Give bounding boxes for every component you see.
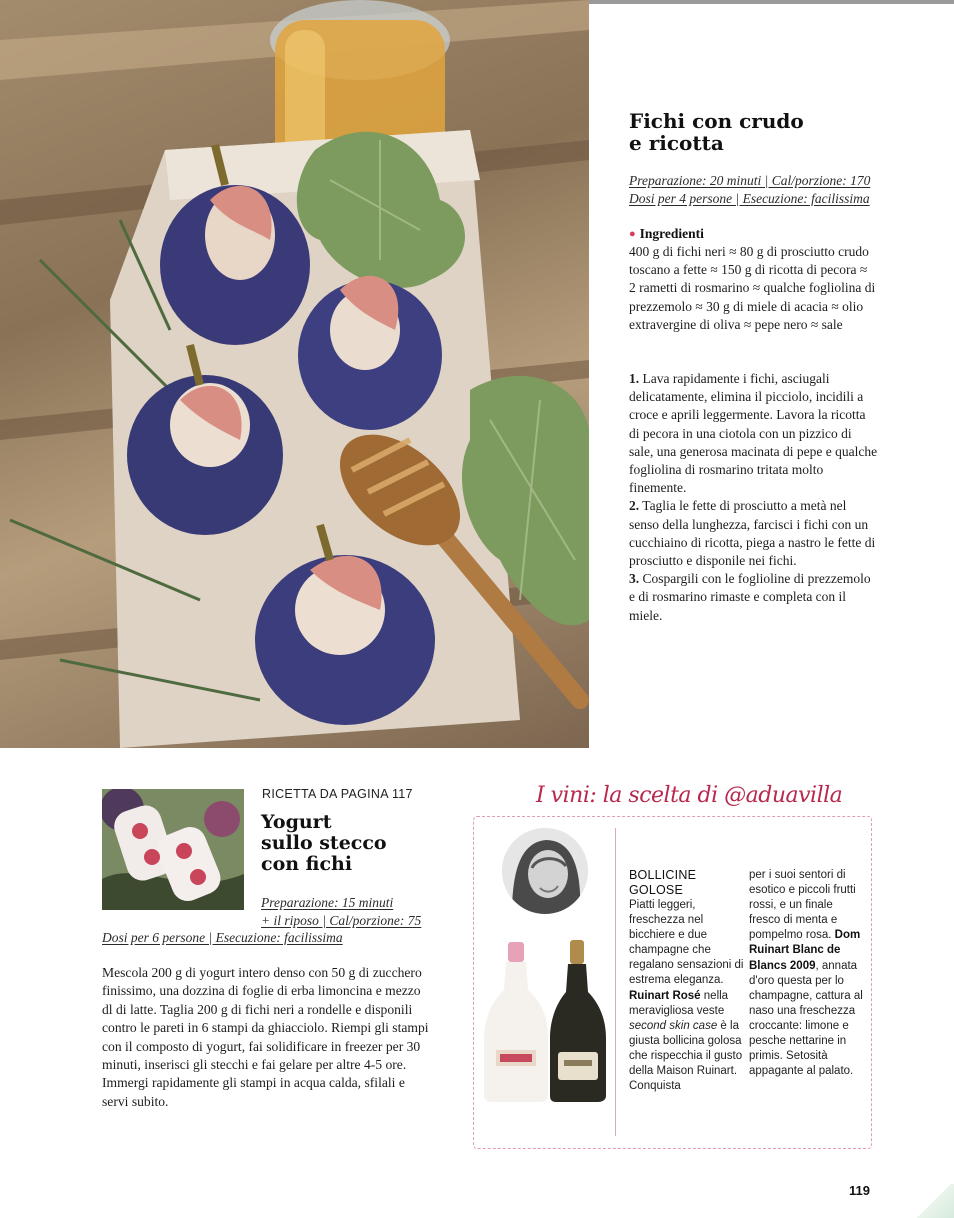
wine-column-1: [629, 868, 744, 1094]
recipe1-steps: [629, 370, 879, 625]
recipe2-meta-line2: + il riposo | Cal/porzione: 75: [261, 913, 422, 928]
recipe1-ingredients-label: Ingredienti: [639, 226, 704, 241]
avatar: [502, 828, 588, 914]
recipe2-title-line1: Yogurt: [261, 811, 332, 833]
recipe1-meta-line1: Preparazione: 20 minuti | Cal/porzione: 170: [629, 173, 871, 188]
recipe2-meta-line1: Preparazione: 15 minuti: [261, 895, 394, 910]
step-number: 3.: [629, 571, 640, 587]
wine1-text-b: è la giusta bollicina golosa che rispecchia il gusto della Maison Ruinart. Conquista: [629, 1019, 743, 1093]
recipe1-step: [629, 497, 879, 570]
wine1-italic: second skin case: [629, 1019, 718, 1032]
champagne-bottles-photo: [484, 940, 608, 1102]
step-text: Cospargili con le foglioline di prezzemolo e di rosmarino rimaste e completa con il miele.: [629, 571, 871, 623]
recipe2-title-line2: sullo stecco: [261, 832, 387, 854]
recipe2-meta-line3: Dosi per 6 persone | Esecuzione: facilissima: [102, 930, 343, 945]
wine-heading-line2: GOLOSE: [629, 883, 683, 897]
recipe1-title: [629, 110, 929, 154]
wine-intro: Piatti leggeri, freschezza nel bicchiere e due champagne che regalano sensazioni di estrema eleganza.: [629, 899, 744, 987]
wine2-text: , annata d'oro questa per lo champagne, cattura al naso una freschezza croccante: limone e pesche nettarine in primis. Setosità appagante al palato.: [749, 959, 863, 1078]
recipe1-title-line1: Fichi con crudo: [629, 109, 804, 133]
recipe2-meta: [261, 894, 421, 930]
hero-photo-figs: [0, 0, 589, 748]
recipe1-meta: [629, 172, 929, 208]
step-number: 2.: [629, 498, 640, 514]
recipe2-eyebrow: RICETTA DA PAGINA 117: [262, 787, 413, 801]
recipe1-meta-line2: Dosi per 4 persone | Esecuzione: facilissima: [629, 191, 870, 206]
wine-heading-line1: BOLLICINE: [629, 868, 697, 882]
recipe2-title-line3: con fichi: [261, 853, 353, 875]
wine1-text-a: nella meravigliosa veste: [629, 989, 729, 1017]
wine2-name: Dom Ruinart Blanc de Blancs 2009: [749, 929, 861, 972]
recipe1-ingredients-heading: [629, 226, 704, 242]
wine-column-divider: [615, 828, 616, 1136]
bullet-icon: ●: [629, 228, 636, 240]
step-text: Lava rapidamente i fichi, asciugali delicatamente, elimina il picciolo, incidili a croce e aprili leggermente. Lavora la ricotta di pecora in una ciotola con un pizzico di sale, una generosa macinata di pepe e qualche fogliolina di rosmarino tritata molto finemente.: [629, 371, 878, 496]
recipe1-step: [629, 570, 879, 625]
page-corner-decoration: [914, 1184, 954, 1218]
recipe1-step: [629, 370, 879, 497]
wine-section-title: I vini: la scelta di @aduavilla: [536, 783, 843, 808]
page-number: 119: [849, 1183, 870, 1198]
wine1-continued: per i suoi sentori di esotico e piccoli frutti rossi, e un finale fresco di menta e pompelmo rosa.: [749, 869, 856, 942]
recipe1-ingredients-text: 400 g di fichi neri ≈ 80 g di prosciutto crudo toscano a fette ≈ 150 g di ricotta di pecora ≈ 2 rametti di rosmarino ≈ qualche fogliolina di prezzemolo ≈ 30 g di miele di acacia ≈ olio extravergine di oliva ≈ pepe nero ≈ sale: [629, 244, 876, 332]
recipe1-title-line2: e ricotta: [629, 131, 724, 155]
wine-column-2: [749, 868, 864, 1079]
step-text: Taglia le fette di prosciutto a metà nel senso della lunghezza, farcisci i fichi con un cucchiaino di ricotta, piega a nastro le fette di prosciutto e disponile nei fichi.: [629, 498, 876, 569]
step-number: 1.: [629, 371, 640, 386]
recipe2-title: [261, 812, 461, 875]
recipe2-body: Mescola 200 g di yogurt intero denso con 50 g di zucchero finissimo, una dozzina di foglie di erba limoncina e mezzo dl di latte. Taglia 200 g di fichi neri a rondelle e disponili contro le pareti in 6 stampi da ghiacciolo. Riempi gli stampi con il composto di yogurt, fai solidificare in freezer per 30 minuti, inserisci gli stecchi e fai gelare per altre 4-5 ore. Immergi rapidamente gli stampi in acqua calda, sfilali e servi subito.: [102, 965, 429, 1109]
popsicle-photo: [102, 789, 244, 910]
wine1-name: Ruinart Rosé: [629, 989, 701, 1002]
